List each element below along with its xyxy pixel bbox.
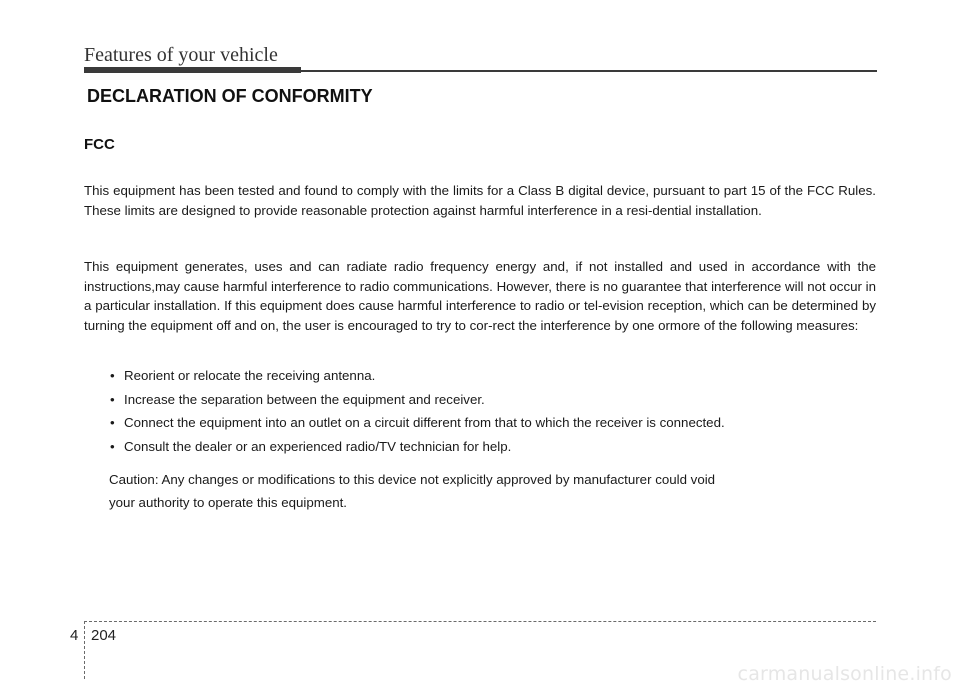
paragraph-interference: This equipment generates, uses and can radiate radio frequency energy and, if not installed and used in accordance with the instructions,may cause harmful interference to radio communications. However, there is no guarantee that interference will not occur in a particular installation. If this equipment does cause harmful interference to radio or tel-evision reception, which can be determined by turning the equipment off and on, the user is encouraged to try to cor-rect the interference by one ormore of the following measures: xyxy=(84,259,876,333)
list-item xyxy=(110,413,725,437)
bullet-icon: • xyxy=(110,391,115,407)
header-rule-thick xyxy=(84,67,301,73)
footer-divider xyxy=(84,621,85,679)
list-item xyxy=(110,366,725,390)
caution-line-2: your authority to operate this equipment. xyxy=(109,495,348,510)
chapter-number: 4 xyxy=(70,627,79,644)
watermark: carmanualsonline.info xyxy=(737,663,952,685)
page-header-title: Features of your vehicle xyxy=(84,44,278,66)
section-title: DECLARATION OF CONFORMITY xyxy=(87,86,373,106)
list-item xyxy=(110,437,725,461)
measures-list xyxy=(110,366,725,460)
bullet-icon: • xyxy=(110,438,115,454)
list-item-text: Consult the dealer or an experienced radio/TV technician for help. xyxy=(124,438,512,454)
footer-rule xyxy=(84,621,876,622)
caution-note xyxy=(109,468,715,514)
fcc-subheading: FCC xyxy=(84,136,115,153)
bullet-icon: • xyxy=(110,368,115,383)
list-item-text: Increase the separation between the equipment and receiver. xyxy=(124,391,485,407)
caution-line-1: Caution: Any changes or modifications to this device not explicitly approved by manufacturer could void xyxy=(109,472,716,487)
list-item-text: Reorient or relocate the receiving antenna. xyxy=(124,368,376,383)
list-item-text: Connect the equipment into an outlet on a circuit different from that to which the receiver is connected. xyxy=(124,415,725,430)
paragraph-compliance: This equipment has been tested and found to comply with the limits for a Class B digital device, pursuant to part 15 of the FCC Rules. These limits are designed to provide reasonable protection against harmful interference in a resi-dential installation. xyxy=(84,183,876,218)
list-item xyxy=(110,390,725,414)
header-rule-thin xyxy=(301,70,877,72)
page-number: 204 xyxy=(91,627,117,644)
bullet-icon: • xyxy=(110,415,115,430)
